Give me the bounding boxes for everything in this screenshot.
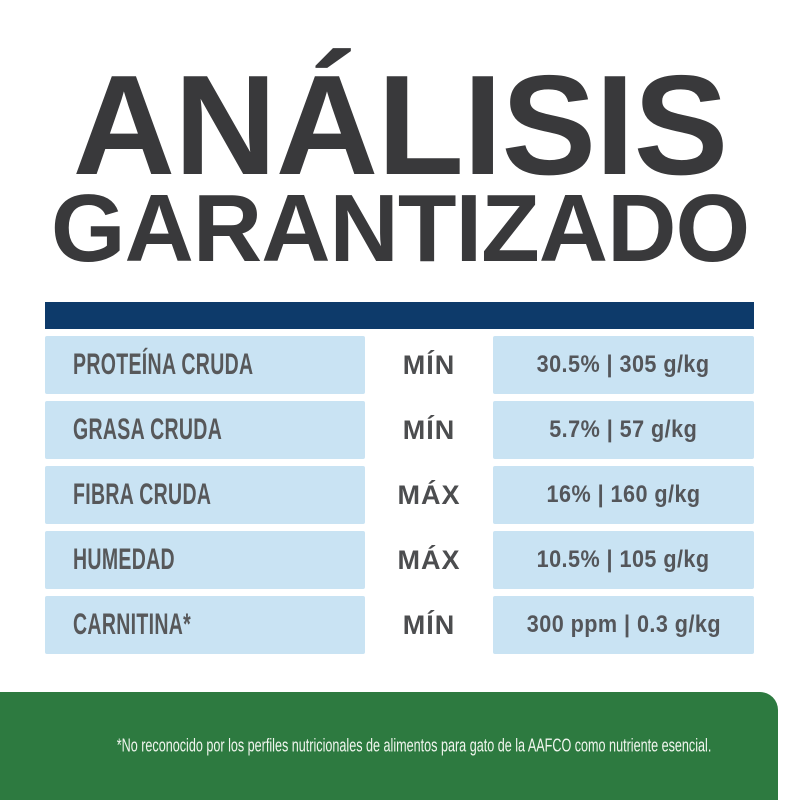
table-row	[45, 336, 754, 394]
nutrient-label: GRASA CRUDA	[73, 413, 223, 446]
nutrient-label-cell	[45, 466, 365, 524]
nutrient-value: 300 ppm | 0.3 g/kg	[526, 611, 721, 638]
table-header-bar	[45, 302, 754, 329]
table-row	[45, 531, 754, 589]
limit-type: MÍN	[402, 414, 456, 445]
nutrient-value: 5.7% | 57 g/kg	[549, 416, 698, 443]
value-cell	[493, 466, 754, 524]
limit-cell	[365, 531, 493, 589]
limit-type: MÍN	[402, 349, 456, 380]
limit-type: MÁX	[397, 479, 461, 510]
nutrient-label-cell	[45, 336, 365, 394]
nutrient-label-cell	[45, 596, 365, 654]
limit-type: MÁX	[397, 544, 461, 575]
limit-cell	[365, 401, 493, 459]
nutrient-label: PROTEÍNA CRUDA	[73, 348, 254, 381]
footnote-text: *No reconocido por los perfiles nutricionales de alimentos para gato de la AAFCO como nutriente esencial.	[116, 735, 712, 756]
limit-type: MÍN	[402, 609, 456, 640]
nutrient-label: HUMEDAD	[73, 543, 175, 576]
limit-cell	[365, 336, 493, 394]
table-row	[45, 466, 754, 524]
value-cell	[493, 401, 754, 459]
limit-cell	[365, 466, 493, 524]
value-cell	[493, 596, 754, 654]
footnote-panel	[0, 692, 778, 800]
table-row	[45, 596, 754, 654]
value-cell	[493, 336, 754, 394]
nutrient-label: CARNITINA*	[73, 608, 192, 641]
title-line-analisis: ANÁLISIS	[72, 46, 728, 205]
nutrient-value: 10.5% | 105 g/kg	[537, 546, 710, 573]
nutrient-label-cell	[45, 531, 365, 589]
value-cell	[493, 531, 754, 589]
limit-cell	[365, 596, 493, 654]
analysis-table	[45, 336, 754, 661]
title-line-garantizado: GARANTIZADO	[50, 175, 750, 282]
nutrient-label-cell	[45, 401, 365, 459]
nutrient-value: 16% | 160 g/kg	[546, 481, 701, 508]
nutrient-label: FIBRA CRUDA	[73, 478, 212, 511]
nutrient-value: 30.5% | 305 g/kg	[537, 351, 710, 378]
table-row	[45, 401, 754, 459]
